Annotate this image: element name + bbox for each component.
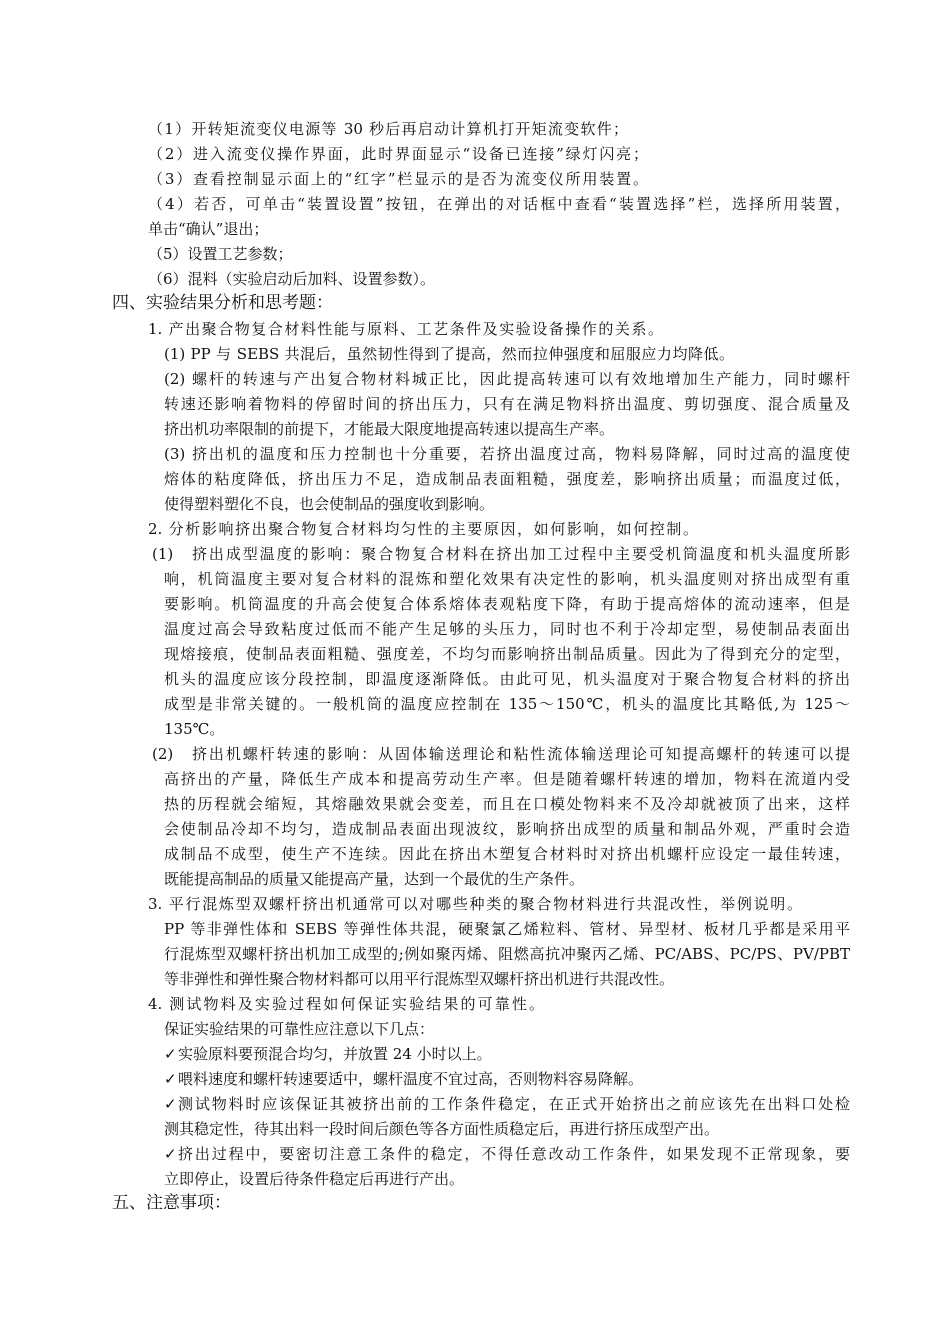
q1-answer-3-line: (3) 挤出机的温度和压力控制也十分重要，若挤出温度过高，物料易降解，同时过高的温度使 — [164, 445, 850, 463]
step-5: （5）设置工艺参数； — [148, 245, 293, 263]
q2-point-1-line: 响，机筒温度主要对复合材料的混炼和塑化效果有决定性的影响，机头温度则对挤出成型有重 — [164, 570, 850, 588]
q1-answer-3-line: 使得塑料塑化不良，也会使制品的强度收到影响。 — [164, 495, 495, 513]
q3-answer-line: 等非弹性和弹性聚合物材料都可以用平行混炼型双螺杆挤出机进行共混改性。 — [164, 970, 675, 988]
q2-point-1-number: (1) — [152, 545, 174, 563]
checkmark-icon: ✓ — [164, 1045, 177, 1063]
checkmark-icon: ✓ — [164, 1070, 177, 1088]
section-5-heading: 五、注意事项： — [112, 1193, 231, 1213]
question-4-title: 4. 测试物料及实验过程如何保证实验结果的可靠性。 — [148, 995, 544, 1013]
q4-bullet-4-line: 挤出过程中，要密切注意工条件的稳定，不得任意改动工作条件，如果发现不正常现象，要 — [178, 1145, 850, 1163]
q4-bullet-1: 实验原料要预混合均匀，并放置 24 小时以上。 — [178, 1045, 492, 1063]
q3-answer-line: PP 等非弹性体和 SEBS 等弹性体共混，硬聚氯乙烯粒料、管材、异型材、板材几乎都是采用平 — [164, 920, 850, 938]
checkmark-icon: ✓ — [164, 1095, 177, 1113]
q2-point-1-line: 温度过高会导致粘度过低而不能产生足够的头压力，同时也不利于冷却定型，易使制品表面出 — [164, 620, 850, 638]
q1-answer-3-line: 熔体的粘度降低，挤出压力不足，造成制品表面粗糙，强度差，影响挤出质量；而温度过低， — [164, 470, 850, 488]
q2-point-1-line: 机头的温度应该分段控制，即温度逐渐降低。由此可见，机头温度对于聚合物复合材料的挤出 — [164, 670, 850, 688]
q4-bullet-3-line: 测试物料时应该保证其被挤出前的工作条件稳定，在正式开始挤出之前应该先在出料口处检 — [178, 1095, 850, 1113]
q2-point-1-line: 现熔接痕，使制品表面粗糙、强度差，不均匀而影响挤出制品质量。因此为了得到充分的定型， — [164, 645, 850, 663]
q2-point-1-line: 挤出成型温度的影响：聚合物复合材料在挤出加工过程中主要受机筒温度和机头温度所影 — [192, 545, 850, 563]
q2-point-1-line: 成型是非常关键的。一般机筒的温度应控制在 135～150℃，机头的温度比其略低,为 125～ — [164, 695, 850, 713]
q2-point-1-line: 135℃。 — [164, 720, 225, 738]
q1-answer-2-line: (2) 螺杆的转速与产出复合物材料城正比，因此提高转速可以有效地增加生产能力，同时螺杆 — [164, 370, 850, 388]
q2-point-1-line: 要影响。机筒温度的升高会使复合体系熔体表观粘度下降，有助于提高熔体的流动速率，但是 — [164, 595, 850, 613]
q4-bullet-2: 喂料速度和螺杆转速要适中，螺杆温度不宜过高，否则物料容易降解。 — [178, 1070, 644, 1088]
step-4-continued: 单击“确认”退出； — [148, 220, 269, 238]
q2-point-2-number: (2) — [152, 745, 174, 763]
question-2-title: 2. 分析影响挤出聚合物复合材料均匀性的主要原因，如何影响，如何控制。 — [148, 520, 698, 538]
checkmark-icon: ✓ — [164, 1145, 177, 1163]
q4-bullet-3-line: 测其稳定性，待其出料一段时间后颜色等各方面性质稳定后，再进行挤压成型产出。 — [164, 1120, 720, 1138]
step-3: （3）查看控制显示面上的“红字”栏显示的是否为流变仪所用装置。 — [148, 170, 648, 188]
step-2: （2）进入流变仪操作界面，此时界面显示“设备已连接”绿灯闪亮； — [148, 145, 648, 163]
question-1-title: 1. 产出聚合物复合材料性能与原料、工艺条件及实验设备操作的关系。 — [148, 320, 663, 338]
q2-point-2-line: 热的历程就会缩短，其熔融效果就会变差，而且在口模处物料来不及冷却就被顶了出来，这样 — [164, 795, 850, 813]
q2-point-2-line: 高挤出的产量，降低生产成本和提高劳动生产率。但是随着螺杆转速的增加，物料在流道内受 — [164, 770, 850, 788]
q2-point-2-line: 成制品不成型，使生产不连续。因此在挤出木塑复合材料时对挤出机螺杆应设定一最佳转速， — [164, 845, 850, 863]
q4-intro: 保证实验结果的可靠性应注意以下几点： — [164, 1020, 435, 1038]
q2-point-2-line: 挤出机螺杆转速的影响：从固体输送理论和粘性流体输送理论可知提高螺杆的转速可以提 — [192, 745, 850, 763]
question-3-title: 3. 平行混炼型双螺杆挤出机通常可以对哪些种类的聚合物材料进行共混改性，举例说明。 — [148, 895, 802, 913]
q1-answer-2-line: 转速还影响着物料的停留时间的挤出压力，只有在满足物料挤出温度、剪切强度、混合质量及 — [164, 395, 850, 413]
step-4: （4）若否，可单击“装置设置”按钮，在弹出的对话框中查看“装置选择”栏，选择所用装置， — [148, 195, 850, 213]
q2-point-2-line: 既能提高制品的质量又能提高产量，达到一个最优的生产条件。 — [164, 870, 585, 888]
q1-answer-1: (1) PP 与 SEBS 共混后，虽然韧性得到了提高，然而拉伸强度和屈服应力均降低。 — [164, 345, 734, 363]
q2-point-2-line: 会使制品冷却不均匀，造成制品表面出现波纹，影响挤出成型的质量和制品外观，严重时会造 — [164, 820, 850, 838]
q3-answer-line: 行混炼型双螺杆挤出机加工成型的;例如聚丙烯、阻燃高抗冲聚丙乙烯、PC/ABS、PC/PS、PV/PBT — [164, 945, 850, 963]
step-1: （1）开转矩流变仪电源等 30 秒后再启动计算机打开矩流变软件； — [148, 120, 628, 138]
section-4-heading: 四、实验结果分析和思考题： — [112, 293, 333, 313]
step-6: （6）混料（实验启动后加料、设置参数）。 — [148, 270, 436, 288]
q4-bullet-4-line: 立即停止，设置后待条件稳定后再进行产出。 — [164, 1170, 465, 1188]
q1-answer-2-line: 挤出机功率限制的前提下，才能最大限度地提高转速以提高生产率。 — [164, 420, 615, 438]
